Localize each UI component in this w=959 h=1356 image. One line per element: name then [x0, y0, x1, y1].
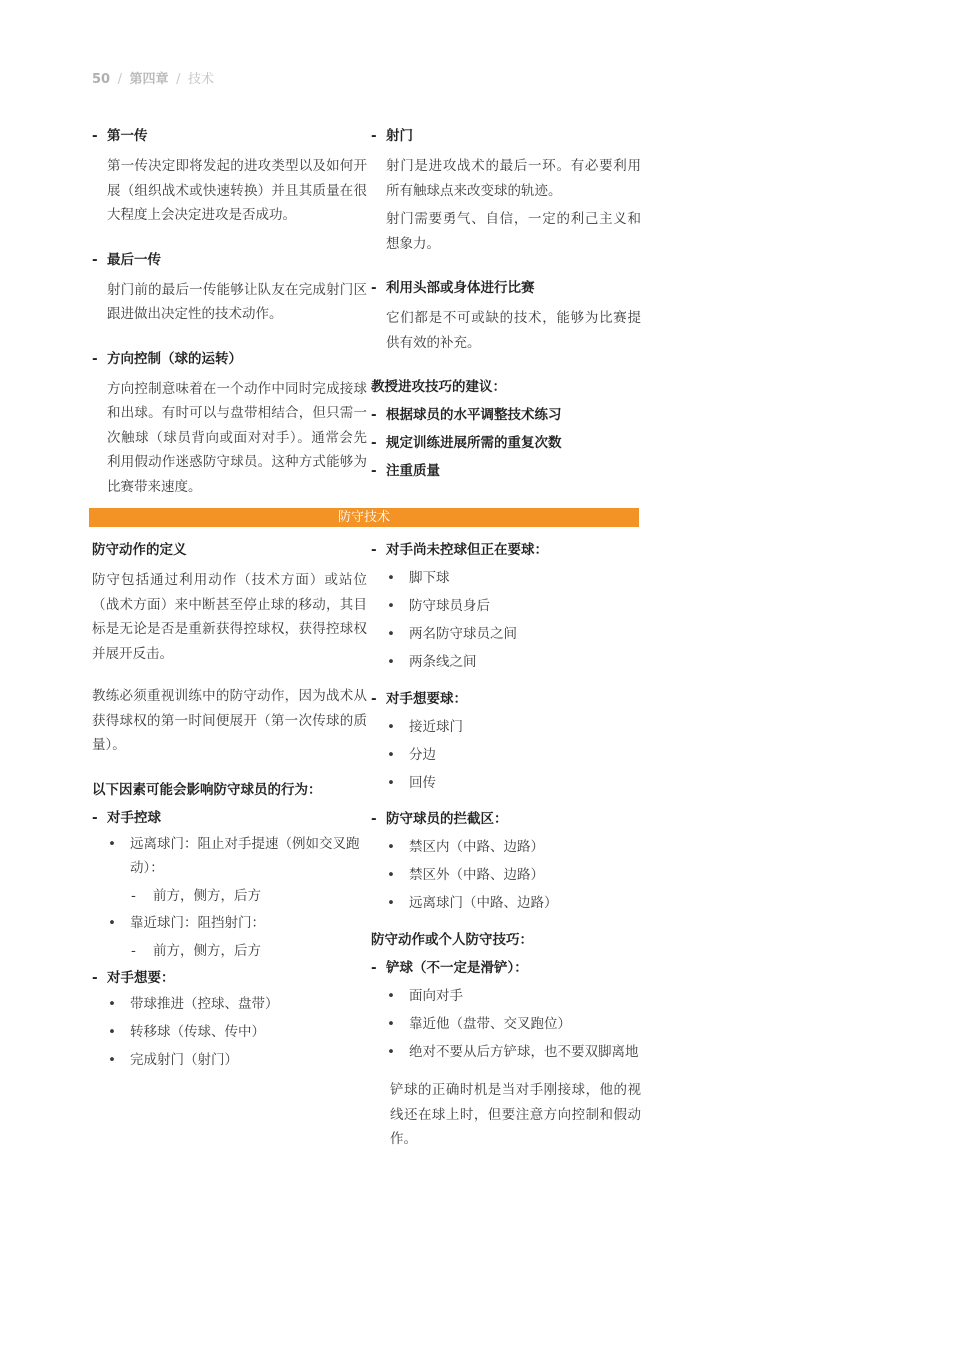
zone-item: • 远离球门（中路、边路） — [371, 891, 641, 916]
not-control-item: • 两名防守球员之间 — [371, 622, 641, 647]
header-separator: / — [176, 72, 181, 87]
first-pass-heading: - 第一传 — [92, 126, 367, 146]
tackle-item: • 绝对不要从后方铲球，也不要双脚离地 — [371, 1040, 641, 1065]
page-header — [92, 68, 214, 87]
advice-item: - 注重质量 — [371, 461, 641, 481]
not-control-heading: - 对手尚未控球但正在要球： — [371, 540, 641, 560]
page-number: 50 — [92, 72, 111, 87]
advice-item: - 根据球员的水平调整技术练习 — [371, 405, 641, 425]
not-control-item: • 防守球员身后 — [371, 594, 641, 619]
opponent-want-item: • 转移球（传球、传中） — [92, 1020, 367, 1045]
definition-heading: 防守动作的定义 — [92, 542, 187, 558]
header-separator: / — [117, 72, 123, 87]
far-goal-subitem: - 前方，侧方，后方 — [92, 884, 367, 909]
shooting-heading: - 射门 — [371, 126, 641, 146]
topic-label: 技术 — [188, 72, 215, 87]
want-ball-item: • 回传 — [371, 771, 641, 796]
zone-item: • 禁区外（中路、边路） — [371, 863, 641, 888]
advice-item: - 规定训练进展所需的重复次数 — [371, 433, 641, 453]
head-body-heading: - 利用头部或身体进行比赛 — [371, 278, 641, 298]
first-pass-body: 第一传决定即将发起的进攻类型以及如何开展（组织战术或快速转换）并且其质量在很大程度上会决定进攻是否成功。 — [107, 158, 367, 223]
not-control-item: • 脚下球 — [371, 566, 641, 591]
direction-control-heading: - 方向控制（球的运转） — [92, 349, 367, 369]
opponent-want-heading: - 对手想要： — [92, 968, 367, 988]
near-goal-item: • 靠近球门：阻挡射门： — [92, 911, 367, 936]
want-ball-heading: - 对手想要球： — [371, 689, 641, 709]
factors-heading: 以下因素可能会影响防守球员的行为： — [92, 781, 322, 798]
direction-control-body: 方向控制意味着在一个动作中同时完成接球和出球。有时可以与盘带相结合，但只需一次触球（球员背向或面对对手）。通常会先利用假动作迷惑防守球员。这种方式能够为比赛带来速度。 — [107, 380, 367, 495]
right-top-column — [371, 126, 641, 481]
tackle-note: 铲球的正确时机是当对手刚接球，他的视线还在球上时，但要注意方向控制和假动作。 — [390, 1082, 641, 1147]
opponent-control-heading: - 对手控球 — [92, 808, 367, 828]
definition-body-1: 防守包括通过利用动作（技术方面）或站位（战术方面）来中断甚至停止球的移动，其目标是无论是否是重新获得控球权，获得控球权并展开反击。 — [92, 572, 367, 662]
advice-heading: 教授进攻技巧的建议： — [371, 379, 506, 395]
far-goal-item: • 远离球门：阻止对手提速（例如交叉跑动）： — [92, 832, 367, 881]
definition-body-2: 教练必须重视训练中的防守动作，因为战术从获得球权的第一时间便展开（第一次传球的质量）。 — [92, 688, 367, 753]
shooting-body-1: 射门是进攻战术的最后一环。有必要利用所有触球点来改变球的轨迹。 — [386, 158, 641, 199]
section-band-defense: 防守技术 — [89, 508, 639, 527]
zone-item: • 禁区内（中路、边路） — [371, 835, 641, 860]
chapter-label: 第四章 — [129, 72, 169, 87]
last-pass-heading: - 最后一传 — [92, 250, 367, 270]
left-top-column — [92, 126, 367, 499]
not-control-item: • 两条线之间 — [371, 650, 641, 675]
want-ball-item: • 分边 — [371, 743, 641, 768]
near-goal-subitem: - 前方，侧方，后方 — [92, 939, 367, 964]
individual-heading: 防守动作或个人防守技巧： — [371, 931, 533, 948]
head-body-body: 它们都是不可或缺的技术，能够为比赛提供有效的补充。 — [386, 310, 641, 351]
zones-heading: - 防守球员的拦截区： — [371, 809, 641, 829]
want-ball-item: • 接近球门 — [371, 715, 641, 740]
last-pass-body: 射门前的最后一传能够让队友在完成射门区跟进做出决定性的技术动作。 — [107, 281, 367, 322]
opponent-want-item: • 完成射门（射门） — [92, 1048, 367, 1073]
tackle-item: • 面向对手 — [371, 984, 641, 1009]
opponent-want-item: • 带球推进（控球、盘带） — [92, 992, 367, 1017]
shooting-body-2: 射门需要勇气、自信，一定的利己主义和想象力。 — [386, 211, 641, 252]
tackle-item: • 靠近他（盘带、交叉跑位） — [371, 1012, 641, 1037]
left-bottom-column — [92, 540, 367, 1073]
right-bottom-column — [371, 540, 641, 1152]
tackle-heading: - 铲球（不一定是滑铲）： — [371, 958, 641, 978]
